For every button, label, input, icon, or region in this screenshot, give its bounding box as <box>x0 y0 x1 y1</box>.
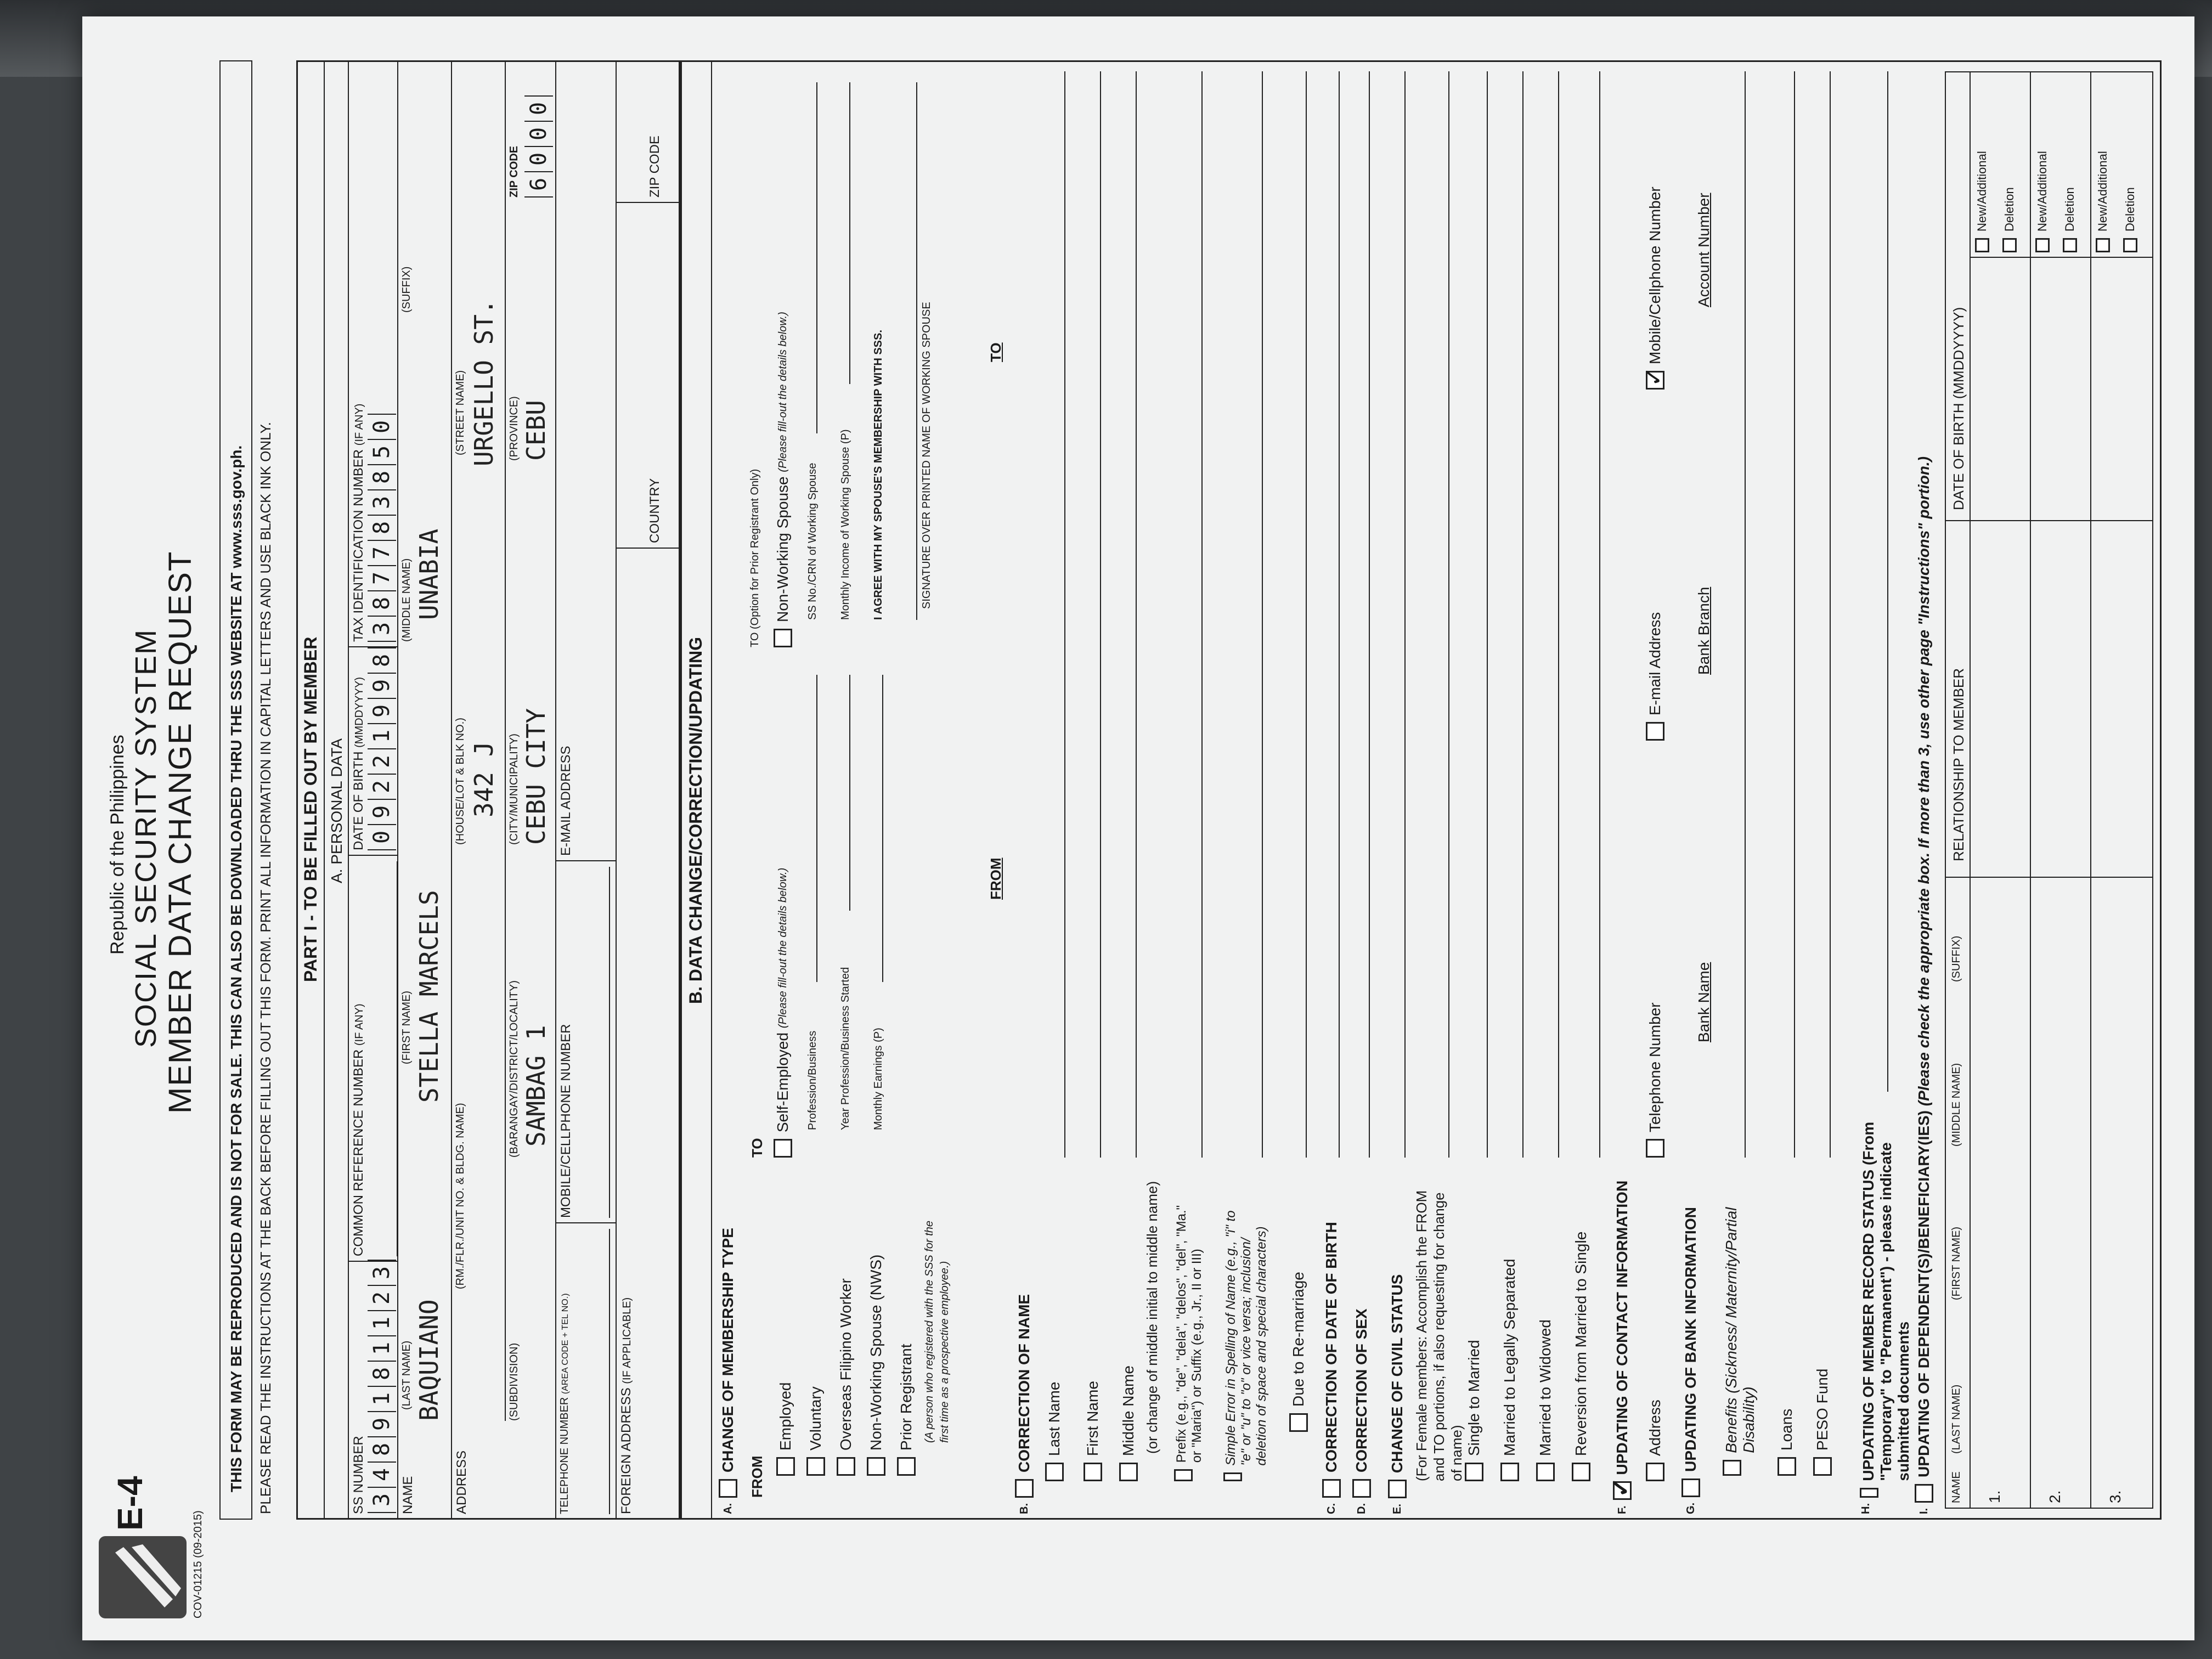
middle-name-label: (MIDDLE NAME) <box>400 558 413 642</box>
new-additional-option[interactable]: New/Additional <box>2035 151 2050 252</box>
membership-from-option[interactable]: Non-Working Spouse (NWS) <box>867 1255 885 1476</box>
monthly-earnings-field[interactable] <box>882 675 883 982</box>
sss-logo <box>99 1536 187 1618</box>
bank-name-header: Bank Name <box>1695 962 1712 1042</box>
deletion-option[interactable]: Deletion <box>2123 187 2137 252</box>
dob-digit: 2 <box>368 748 396 774</box>
bank-branch-header: Bank Branch <box>1695 586 1712 675</box>
crn-label: COMMON REFERENCE NUMBER (IF ANY) <box>351 1003 366 1256</box>
new-additional-checkbox[interactable] <box>2096 238 2110 252</box>
from-to-line[interactable] <box>1599 71 1600 1158</box>
civil-item[interactable]: Married to Legally Separated <box>1500 1259 1519 1481</box>
deletion-checkbox[interactable] <box>2002 238 2017 252</box>
correction-name-checkbox[interactable] <box>1015 1479 1034 1498</box>
correction-sex-row[interactable]: D. CORRECTION OF SEX <box>1353 1308 1370 1514</box>
contact-item[interactable]: Telephone Number <box>1646 1002 1664 1158</box>
last-name-label: (LAST NAME) <box>400 1340 413 1410</box>
agree-text: I AGREE WITH MY SPOUSE'S MEMBERSHIP WITH SSS. <box>872 330 884 620</box>
from-to-line[interactable] <box>1201 71 1203 1158</box>
middle-name-value[interactable]: UNABIA <box>414 528 444 620</box>
street-value[interactable]: URGELLO ST. <box>469 299 499 466</box>
last-name-checkbox[interactable] <box>1045 1463 1064 1481</box>
contact-item[interactable]: Address <box>1646 1400 1664 1481</box>
ss-digit: 1 <box>368 1310 396 1335</box>
name-label: NAME <box>400 1476 415 1514</box>
from-to-line[interactable] <box>1136 71 1137 1158</box>
from-to-line[interactable] <box>1448 71 1449 1158</box>
civil-status-row[interactable]: E. CHANGE OF CIVIL STATUS <box>1389 1274 1406 1514</box>
from-to-line[interactable] <box>1404 71 1406 1158</box>
new-additional-checkbox[interactable] <box>1975 238 1989 252</box>
contact-info-checkbox[interactable] <box>1613 1481 1632 1500</box>
street-label: (STREET NAME) <box>454 370 466 455</box>
membership-from-option[interactable]: Overseas Filipino Worker <box>837 1278 855 1476</box>
rm-label: (RM./FLR./UNIT NO. & BLDG. NAME) <box>454 1103 466 1289</box>
membership-type-checkbox[interactable] <box>719 1479 737 1498</box>
new-additional-option[interactable]: New/Additional <box>2096 151 2110 252</box>
membership-from-option[interactable]: Employed <box>776 1382 795 1476</box>
form-paper <box>82 16 2194 1640</box>
civil-item[interactable]: Single to Married <box>1465 1340 1483 1481</box>
form-title: MEMBER DATA CHANGE REQUEST <box>162 550 198 1114</box>
email-checkbox[interactable] <box>1646 722 1664 741</box>
civil-item[interactable]: Reversion from Married to Single <box>1572 1232 1590 1481</box>
part1-title: PART I - TO BE FILLED OUT BY MEMBER <box>301 636 320 982</box>
tin-digit: 7 <box>368 540 396 565</box>
form-number: COV-01215 (09-2015) <box>192 1510 204 1618</box>
membership-type-title: CHANGE OF MEMBERSHIP TYPE <box>719 1228 736 1472</box>
dependent-row-number: 1. <box>1986 1490 2003 1503</box>
peso-fund-checkbox[interactable] <box>1813 1457 1832 1476</box>
self-employed-checkbox[interactable] <box>774 1139 792 1158</box>
name-item[interactable]: Last Name <box>1045 1382 1064 1481</box>
telephone-checkbox[interactable] <box>1646 1139 1664 1158</box>
dependents-table <box>1945 71 2153 1509</box>
dependent-row-number: 3. <box>2107 1490 2124 1503</box>
reversion-checkbox[interactable] <box>1572 1463 1590 1481</box>
nws-to-option[interactable]: Non-Working Spouse (Please fill-out the details below.) <box>774 312 792 647</box>
middle-name-note: (or change of middle initial to middle name) <box>1144 1181 1160 1454</box>
city-label: (CITY/MUNICIPALITY) <box>508 733 520 845</box>
dob-digit: 2 <box>368 774 396 799</box>
tin-label: TAX IDENTIFICATION NUMBER (IF ANY) <box>351 403 366 642</box>
to-option-note: TO (Option for Prior Registrant Only) <box>749 469 761 647</box>
province-value[interactable]: CEBU <box>521 400 551 461</box>
country-label: COUNTRY <box>647 478 662 543</box>
zip-field[interactable] <box>524 95 553 198</box>
ss-digit: 9 <box>368 1411 396 1436</box>
house-label: (HOUSE/LOT & BLK NO.) <box>454 718 466 845</box>
from-label: FROM <box>749 1455 765 1498</box>
monthly-income-spouse-field[interactable] <box>849 82 850 384</box>
address-checkbox[interactable] <box>1646 1463 1664 1481</box>
remarriage-item[interactable]: Due to Re-marriage <box>1289 1272 1308 1432</box>
dob-field[interactable] <box>368 647 396 850</box>
tin-digit: 0 <box>368 414 396 439</box>
mobile-label: MOBILE/CELLPHONE NUMBER <box>558 1024 573 1218</box>
tin-digit: 8 <box>368 464 396 489</box>
year-started-label: Year Profession/Business Started <box>839 967 851 1130</box>
year-started-field[interactable] <box>849 675 850 911</box>
employed-checkbox[interactable] <box>776 1457 795 1476</box>
prior-registrant-note: (A person who registered with the SSS for the first time as a prospective employee.) <box>923 1220 951 1443</box>
loans-checkbox[interactable] <box>1778 1457 1796 1476</box>
ss-digit: 3 <box>368 1260 396 1285</box>
contact-info-row[interactable]: F. ✓ UPDATING OF CONTACT INFORMATION <box>1613 1181 1632 1514</box>
dep-header-last: (LAST NAME) <box>1950 1384 1962 1454</box>
dep-header-suffix: (SUFFIX) <box>1950 935 1962 982</box>
deletion-option[interactable]: Deletion <box>2063 187 2077 252</box>
barangay-label: (BARANGAY/DISTRICT/LOCALITY) <box>508 980 520 1158</box>
instruction-text: PLEASE READ THE INSTRUCTIONS AT THE BACK BEFORE FILLING OUT THIS FORM. PRINT ALL INFORMATION IN CAPITAL LETTERS AND USE BLACK INK ONLY. <box>257 422 274 1514</box>
dob-digit: 1 <box>368 723 396 748</box>
dob-digit: 8 <box>368 647 396 673</box>
dependents-checkbox[interactable] <box>1915 1484 1933 1503</box>
ss-digit: 2 <box>368 1285 396 1310</box>
republic-text: Republic of the Philippines <box>107 735 128 955</box>
benefits-checkbox[interactable] <box>1723 1460 1741 1476</box>
name-item[interactable]: First Name <box>1084 1381 1102 1481</box>
monthly-income-spouse-label: Monthly Income of Working Spouse (P) <box>839 429 851 620</box>
dob-digit: 9 <box>368 698 396 723</box>
record-status-checkbox[interactable] <box>1860 1488 1878 1498</box>
zip-digit: 6 <box>524 171 553 196</box>
bank-line[interactable] <box>1794 71 1795 1158</box>
from-column-header: FROM <box>988 857 1004 900</box>
new-additional-option[interactable]: New/Additional <box>1975 151 1989 252</box>
bank-info-checkbox[interactable] <box>1681 1479 1700 1497</box>
barangay-value[interactable]: SAMBAG 1 <box>521 1025 551 1147</box>
city-value[interactable]: CEBU CITY <box>521 708 551 845</box>
dob-label: DATE OF BIRTH (MMDDYYYY) <box>351 676 366 850</box>
from-to-line[interactable] <box>1522 71 1523 1158</box>
profession-label: Profession/Business <box>806 1030 819 1130</box>
correction-sex-checkbox[interactable] <box>1352 1479 1371 1498</box>
correction-dob-checkbox[interactable] <box>1322 1479 1341 1498</box>
form-code: E-4 <box>110 1476 150 1531</box>
dob-digit: 9 <box>368 799 396 824</box>
bank-item[interactable]: Benefits (Sickness/ Maternity/Partial Disability) <box>1723 1190 1758 1476</box>
telephone-label: TELEPHONE NUMBER (AREA CODE + TEL NO.) <box>558 1293 571 1514</box>
deletion-checkbox[interactable] <box>2123 238 2137 252</box>
nws-to-checkbox[interactable] <box>774 629 792 647</box>
house-value[interactable]: 342 J <box>469 741 499 817</box>
correction-name-row[interactable]: B. CORRECTION OF NAME <box>1015 1294 1032 1514</box>
personal-data-title: A. PERSONAL DATA <box>328 738 345 883</box>
prefix-suffix-checkbox[interactable] <box>1174 1469 1193 1481</box>
from-to-line[interactable] <box>1339 71 1340 1158</box>
suffix-label: (SUFFIX) <box>400 266 413 313</box>
ss-digit: 4 <box>368 1462 396 1487</box>
to-column-header: TO <box>988 342 1004 362</box>
contact-item[interactable]: E-mail Address <box>1646 612 1664 741</box>
foreign-zip-label: ZIP CODE <box>647 136 662 198</box>
bank-item[interactable]: PESO Fund <box>1813 1369 1832 1476</box>
profession-field[interactable] <box>816 675 817 982</box>
membership-type-row[interactable]: A. CHANGE OF MEMBERSHIP TYPE <box>719 1228 736 1514</box>
province-label: (PROVINCE) <box>508 396 520 461</box>
dependent-row-number: 2. <box>2046 1490 2063 1503</box>
ss-crn-spouse-field[interactable] <box>816 82 817 433</box>
bank-line[interactable] <box>1745 71 1746 1158</box>
bank-item[interactable]: Loans <box>1778 1409 1796 1476</box>
last-name-value[interactable]: BAQUIANO <box>414 1299 444 1421</box>
dep-header-relationship: RELATIONSHIP TO MEMBER <box>1950 668 1967 861</box>
civil-item[interactable]: Married to Widowed <box>1536 1319 1555 1481</box>
bank-line[interactable] <box>1830 71 1831 1158</box>
remarriage-checkbox[interactable] <box>1289 1413 1308 1432</box>
dob-digit: 9 <box>368 673 396 698</box>
from-to-line[interactable] <box>1306 71 1307 1158</box>
email-label: E-MAIL ADDRESS <box>558 746 573 856</box>
dep-header-first: (FIRST NAME) <box>1950 1226 1962 1300</box>
address-label: ADDRESS <box>454 1450 469 1514</box>
to-label: TO <box>749 1138 765 1158</box>
tin-digit: 5 <box>368 439 396 464</box>
ss-digit: 8 <box>368 1436 396 1462</box>
tin-digit: 8 <box>368 590 396 616</box>
telephone-field[interactable] <box>592 1229 610 1514</box>
foreign-address-field[interactable] <box>636 554 669 1514</box>
from-to-line[interactable] <box>1262 71 1263 1158</box>
ss-digit: 3 <box>368 1487 396 1512</box>
correction-dob-row[interactable]: C. CORRECTION OF DATE OF BIRTH <box>1323 1222 1340 1514</box>
civil-status-checkbox[interactable] <box>1388 1480 1407 1498</box>
zip-label: ZIP CODE <box>508 145 520 198</box>
dob-digit: 0 <box>368 824 396 849</box>
membership-from-option[interactable]: Voluntary <box>806 1386 825 1476</box>
from-to-line[interactable] <box>1064 71 1065 1158</box>
name-item[interactable]: Middle Name <box>1119 1365 1138 1481</box>
tin-digit: 3 <box>368 616 396 641</box>
mobile-checkbox[interactable] <box>1646 371 1664 390</box>
tin-digit: 8 <box>368 515 396 540</box>
tin-digit: 7 <box>368 565 396 590</box>
from-to-line[interactable] <box>1487 71 1488 1158</box>
from-to-line[interactable] <box>1100 71 1101 1158</box>
from-to-line[interactable] <box>1369 71 1370 1158</box>
account-number-header: Account Number <box>1695 193 1712 307</box>
voluntary-checkbox[interactable] <box>806 1457 825 1476</box>
ss-digit: 1 <box>368 1386 396 1411</box>
spelling-error-checkbox[interactable] <box>1223 1472 1242 1481</box>
widowed-checkbox[interactable] <box>1536 1463 1555 1481</box>
subdivision-label: (SUBDIVISION) <box>508 1342 520 1421</box>
self-employed-option[interactable]: Self-Employed (Please fill-out the details below.) <box>774 868 792 1158</box>
new-additional-checkbox[interactable] <box>2035 238 2050 252</box>
middle-name-checkbox[interactable] <box>1119 1463 1138 1481</box>
foreign-address-label: FOREIGN ADDRESS (IF APPLICABLE) <box>619 1297 634 1514</box>
first-name-label: (FIRST NAME) <box>400 990 413 1064</box>
ss-digit: 8 <box>368 1361 396 1386</box>
section-b-title: B. DATA CHANGE/CORRECTION/UPDATING <box>686 636 706 1004</box>
legally-separated-checkbox[interactable] <box>1500 1463 1519 1481</box>
civil-status-note: (For Female members: Accomplish the FROM and TO portions, if also requesting for change of name) <box>1413 1190 1465 1481</box>
deletion-option[interactable]: Deletion <box>2002 187 2017 252</box>
first-name-value[interactable]: STELLA MARCELS <box>414 890 444 1103</box>
dep-header-middle: (MIDDLE NAME) <box>1950 1063 1962 1147</box>
record-status-row[interactable]: H. UPDATING OF MEMBER RECORD STATUS (From "Temporary" to "Permanent") - please indicate submitted documents <box>1860 1121 1912 1514</box>
from-to-line[interactable] <box>1558 71 1559 1158</box>
spelling-error-item[interactable]: Simple Error in Spelling of Name (e.g., "i" to "e" or "u" to "o" or vice versa; inclusion/ deletion of space and special characters) <box>1223 1196 1269 1481</box>
prior-registrant-checkbox[interactable] <box>897 1457 916 1476</box>
dependents-row[interactable]: I. UPDATING OF DEPENDENT(S)/BENEFICIARY(IES) (Please check the appropriate box. If more than 3, use other page "Instructions" portion.) <box>1915 456 1932 1514</box>
nws-checkbox[interactable] <box>867 1457 885 1476</box>
spouse-signature-field[interactable] <box>916 82 917 620</box>
monthly-earnings-label: Monthly Earnings (P) <box>872 1028 884 1130</box>
single-to-married-checkbox[interactable] <box>1465 1463 1483 1481</box>
first-name-checkbox[interactable] <box>1084 1463 1102 1481</box>
zip-digit: 0 <box>524 121 553 146</box>
ss-number-field[interactable] <box>368 1260 396 1513</box>
ss-crn-spouse-label: SS No./CRN of Working Spouse <box>806 462 819 620</box>
dep-header-dob: DATE OF BIRTH (MMDDYYYY) <box>1950 307 1967 510</box>
email-field[interactable] <box>592 71 609 856</box>
record-status-line[interactable] <box>1887 71 1888 1092</box>
zip-digit: 0 <box>524 146 553 171</box>
ofw-checkbox[interactable] <box>837 1457 855 1476</box>
agency-name: SOCIAL SECURITY SYSTEM <box>129 628 162 1048</box>
contact-item[interactable]: ✓ Mobile/Cellphone Number <box>1646 187 1664 390</box>
ss-digit: 1 <box>368 1335 396 1361</box>
membership-from-option[interactable]: Prior Registrant <box>897 1344 916 1476</box>
mobile-field[interactable] <box>592 867 610 1218</box>
signature-label: SIGNATURE OVER PRINTED NAME OF WORKING SPOUSE <box>921 302 933 609</box>
notice-text: THIS FORM MAY BE REPRODUCED AND IS NOT FOR SALE. THIS CAN ALSO BE DOWNLOADED THRU THE SSS WEBSITE AT www.sss.gov.ph. <box>228 445 245 1492</box>
ss-number-label: SS NUMBER <box>351 1436 366 1514</box>
deletion-checkbox[interactable] <box>2063 238 2077 252</box>
tin-digit: 3 <box>368 489 396 515</box>
dep-header-name: NAME <box>1950 1471 1962 1503</box>
zip-digit: 0 <box>524 95 553 121</box>
prefix-suffix-item[interactable]: Prefix (e.g., "de", "dela", "delos", "del", "Ma." or "Maria") or Suffix (e.g., Jr., II or III) <box>1174 1196 1205 1481</box>
tin-field[interactable] <box>368 414 396 642</box>
bank-info-row[interactable]: G. UPDATING OF BANK INFORMATION <box>1682 1207 1699 1514</box>
crn-field[interactable] <box>381 861 398 1256</box>
